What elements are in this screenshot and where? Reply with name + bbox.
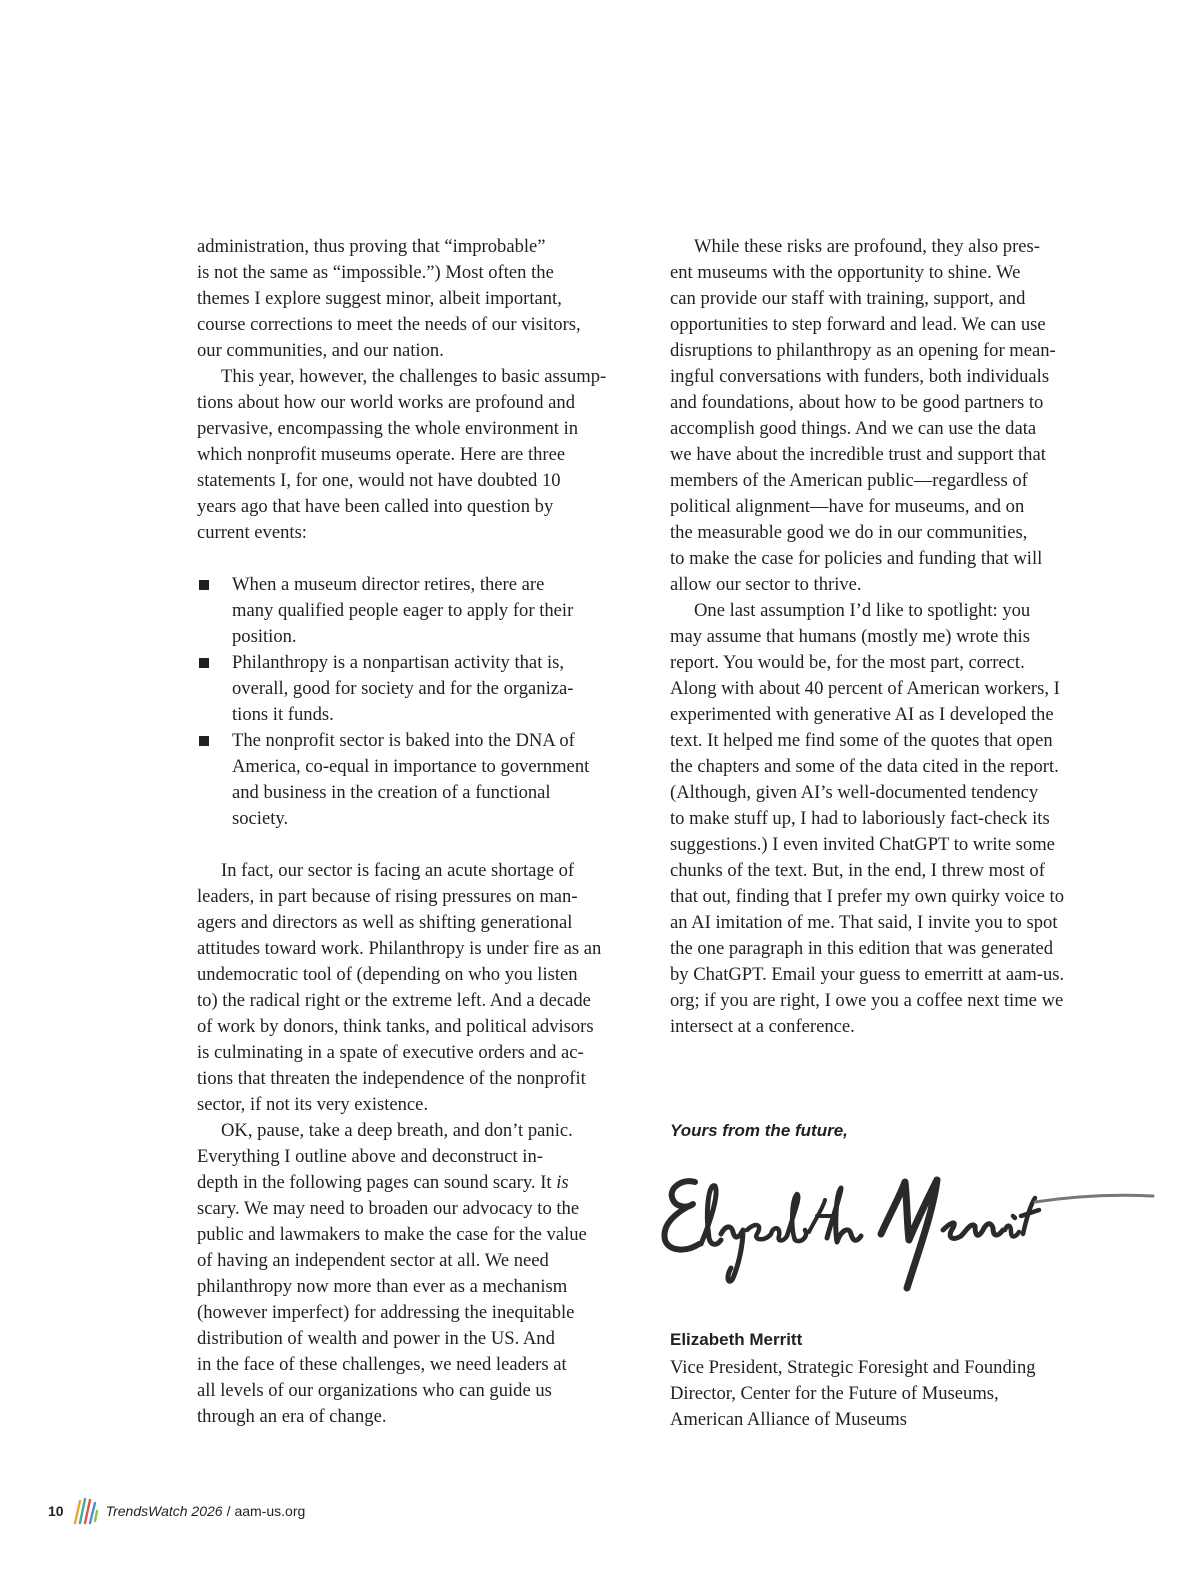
text-line: The nonprofit sector is baked into the DNA of bbox=[232, 730, 575, 751]
text-line: intersect at a conference. bbox=[670, 1016, 855, 1037]
text-line: attitudes toward work. Philanthropy is under fire as an bbox=[197, 938, 602, 959]
text-line: public and lawmakers to make the case for the value bbox=[197, 1224, 587, 1245]
text-line: sector, if not its very existence. bbox=[197, 1094, 429, 1115]
closing-salutation: Yours from the future, bbox=[670, 1121, 848, 1140]
text-line: philanthropy now more than ever as a mechanism bbox=[197, 1276, 568, 1297]
text-line: our communities, and our nation. bbox=[197, 340, 444, 361]
text-line: the measurable good we do in our communities, bbox=[670, 522, 1028, 543]
text-line: and business in the creation of a functional bbox=[232, 782, 551, 803]
website-link[interactable]: aam-us.org bbox=[234, 1503, 306, 1519]
text-line: many qualified people eager to apply for their bbox=[232, 600, 574, 621]
spacer bbox=[197, 546, 621, 572]
text-line: tions it funds. bbox=[232, 704, 334, 725]
paragraph-opportunity bbox=[670, 234, 1094, 598]
paragraph-continued bbox=[197, 234, 621, 364]
text-line: One last assumption I’d like to spotlight: you bbox=[694, 600, 1031, 621]
text-line: themes I explore suggest minor, albeit important, bbox=[197, 288, 562, 309]
text-line: America, co-equal in importance to government bbox=[232, 756, 590, 777]
square-bullet-icon bbox=[199, 658, 209, 668]
text-line: years ago that have been called into question by bbox=[197, 496, 554, 517]
footer-separator: / bbox=[226, 1503, 231, 1519]
text-line: the one paragraph in this edition that was generated bbox=[670, 938, 1054, 959]
text-line: scary. We may need to broaden our advocacy to the bbox=[197, 1198, 580, 1219]
signer-name: Elizabeth Merritt bbox=[670, 1330, 803, 1349]
text-line: which nonprofit museums operate. Here are three bbox=[197, 444, 566, 465]
text-line: by ChatGPT. Email your guess to emerritt at aam-us. bbox=[670, 964, 1065, 985]
text-line: agers and directors as well as shifting generational bbox=[197, 912, 573, 933]
text-line: In fact, our sector is facing an acute shortage of bbox=[221, 860, 575, 881]
text-line: statements I, for one, would not have doubted 10 bbox=[197, 470, 561, 491]
text-line: OK, pause, take a deep breath, and don’t panic. bbox=[221, 1120, 573, 1141]
text-line: is culminating in a spate of executive orders and ac- bbox=[197, 1042, 584, 1063]
text-line: experimented with generative AI as I developed the bbox=[670, 704, 1054, 725]
text-line: current events: bbox=[197, 522, 307, 543]
text-line: report. You would be, for the most part, correct. bbox=[670, 652, 1025, 673]
text-line: through an era of change. bbox=[197, 1406, 387, 1427]
list-item bbox=[197, 650, 621, 728]
paragraph-assumptions-intro bbox=[197, 364, 621, 546]
page-footer bbox=[48, 1496, 305, 1526]
text-line: ent museums with the opportunity to shine. We bbox=[670, 262, 1021, 283]
text-line: of work by donors, think tanks, and political advisors bbox=[197, 1016, 594, 1037]
text-line: American Alliance of Museums bbox=[670, 1409, 908, 1430]
text-line: position. bbox=[232, 626, 297, 647]
left-column bbox=[197, 234, 621, 1430]
text-line: that out, finding that I prefer my own quirky voice to bbox=[670, 886, 1064, 907]
paragraph-ai-disclosure bbox=[670, 598, 1094, 1040]
spacer bbox=[197, 832, 621, 858]
text-line: chunks of the text. But, in the end, I threw most of bbox=[670, 860, 1045, 881]
text-line: to make the case for policies and funding that will bbox=[670, 548, 1043, 569]
text-line: undemocratic tool of (depending on who you listen bbox=[197, 964, 578, 985]
text-line: and foundations, about how to be good partners to bbox=[670, 392, 1044, 413]
text-line: we have about the incredible trust and support that bbox=[670, 444, 1046, 465]
text-line: tions that threaten the independence of the nonprofit bbox=[197, 1068, 586, 1089]
square-bullet-icon bbox=[199, 580, 209, 590]
publication-name: TrendsWatch 2026 bbox=[105, 1503, 223, 1519]
text-line: the chapters and some of the data cited in the report. bbox=[670, 756, 1059, 777]
text-line: administration, thus proving that “improbable” bbox=[197, 236, 546, 257]
text-line: an AI imitation of me. That said, I invite you to spot bbox=[670, 912, 1058, 933]
paragraph-dont-panic bbox=[197, 1118, 621, 1430]
text-line: This year, however, the challenges to basic assump- bbox=[221, 366, 607, 387]
list-item bbox=[197, 728, 621, 832]
text-line: society. bbox=[232, 808, 289, 829]
page-number: 10 bbox=[48, 1503, 64, 1519]
text-line: Vice President, Strategic Foresight and Founding bbox=[670, 1357, 1036, 1378]
text-line: distribution of wealth and power in the US. And bbox=[197, 1328, 555, 1349]
text-line: of having an independent sector at all. We need bbox=[197, 1250, 549, 1271]
text-line: in the face of these challenges, we need leaders at bbox=[197, 1354, 567, 1375]
text-line: Along with about 40 percent of American workers, I bbox=[670, 678, 1060, 699]
text-line: is not the same as “impossible.”) Most often the bbox=[197, 262, 554, 283]
square-bullet-icon bbox=[199, 736, 209, 746]
text-line: leaders, in part because of rising pressures on man- bbox=[197, 886, 578, 907]
text-line: opportunities to step forward and lead. We can use bbox=[670, 314, 1046, 335]
text-line: members of the American public—regardless of bbox=[670, 470, 1028, 491]
text-line: Director, Center for the Future of Museums, bbox=[670, 1383, 999, 1404]
text-line: org; if you are right, I owe you a coffee next time we bbox=[670, 990, 1064, 1011]
text-line: political alignment—have for museums, and on bbox=[670, 496, 1025, 517]
text-line: suggestions.) I even invited ChatGPT to write some bbox=[670, 834, 1055, 855]
text-line: ingful conversations with funders, both individuals bbox=[670, 366, 1050, 387]
text-line: When a museum director retires, there are bbox=[232, 574, 545, 595]
assumption-list bbox=[197, 572, 621, 832]
text-line: Everything I outline above and deconstruct in- bbox=[197, 1146, 543, 1167]
text-line: (Although, given AI’s well-documented tendency bbox=[670, 782, 1039, 803]
aam-logo-icon bbox=[72, 1497, 98, 1525]
right-column bbox=[670, 234, 1094, 1040]
text-line: (however imperfect) for addressing the inequitable bbox=[197, 1302, 575, 1323]
text-line: overall, good for society and for the organiza- bbox=[232, 678, 574, 699]
text-line: accomplish good things. And we can use the data bbox=[670, 418, 1037, 439]
text-line bbox=[197, 1170, 621, 1196]
text-line: to) the radical right or the extreme left. And a decade bbox=[197, 990, 591, 1011]
text-line: tions about how our world works are profound and bbox=[197, 392, 576, 413]
paragraph-sector-challenges bbox=[197, 858, 621, 1118]
text-line: allow our sector to thrive. bbox=[670, 574, 862, 595]
text-line: all levels of our organizations who can guide us bbox=[197, 1380, 552, 1401]
signer-title bbox=[670, 1355, 1110, 1433]
text-line: may assume that humans (mostly me) wrote this bbox=[670, 626, 1030, 647]
text-fragment: depth in the following pages can sound scary. It bbox=[197, 1172, 557, 1193]
text-line: can provide our staff with training, support, and bbox=[670, 288, 1026, 309]
text-line: Philanthropy is a nonpartisan activity that is, bbox=[232, 652, 565, 673]
text-line: text. It helped me find some of the quotes that open bbox=[670, 730, 1053, 751]
list-item bbox=[197, 572, 621, 650]
text-line: pervasive, encompassing the whole environment in bbox=[197, 418, 579, 439]
text-line: disruptions to philanthropy as an opening for mean- bbox=[670, 340, 1056, 361]
emphasis: is bbox=[556, 1172, 569, 1193]
text-line: course corrections to meet the needs of our visitors, bbox=[197, 314, 581, 335]
text-line: While these risks are profound, they also pres- bbox=[694, 236, 1040, 257]
text-line: to make stuff up, I had to laboriously fact-check its bbox=[670, 808, 1050, 829]
signature-image bbox=[655, 1160, 1160, 1310]
